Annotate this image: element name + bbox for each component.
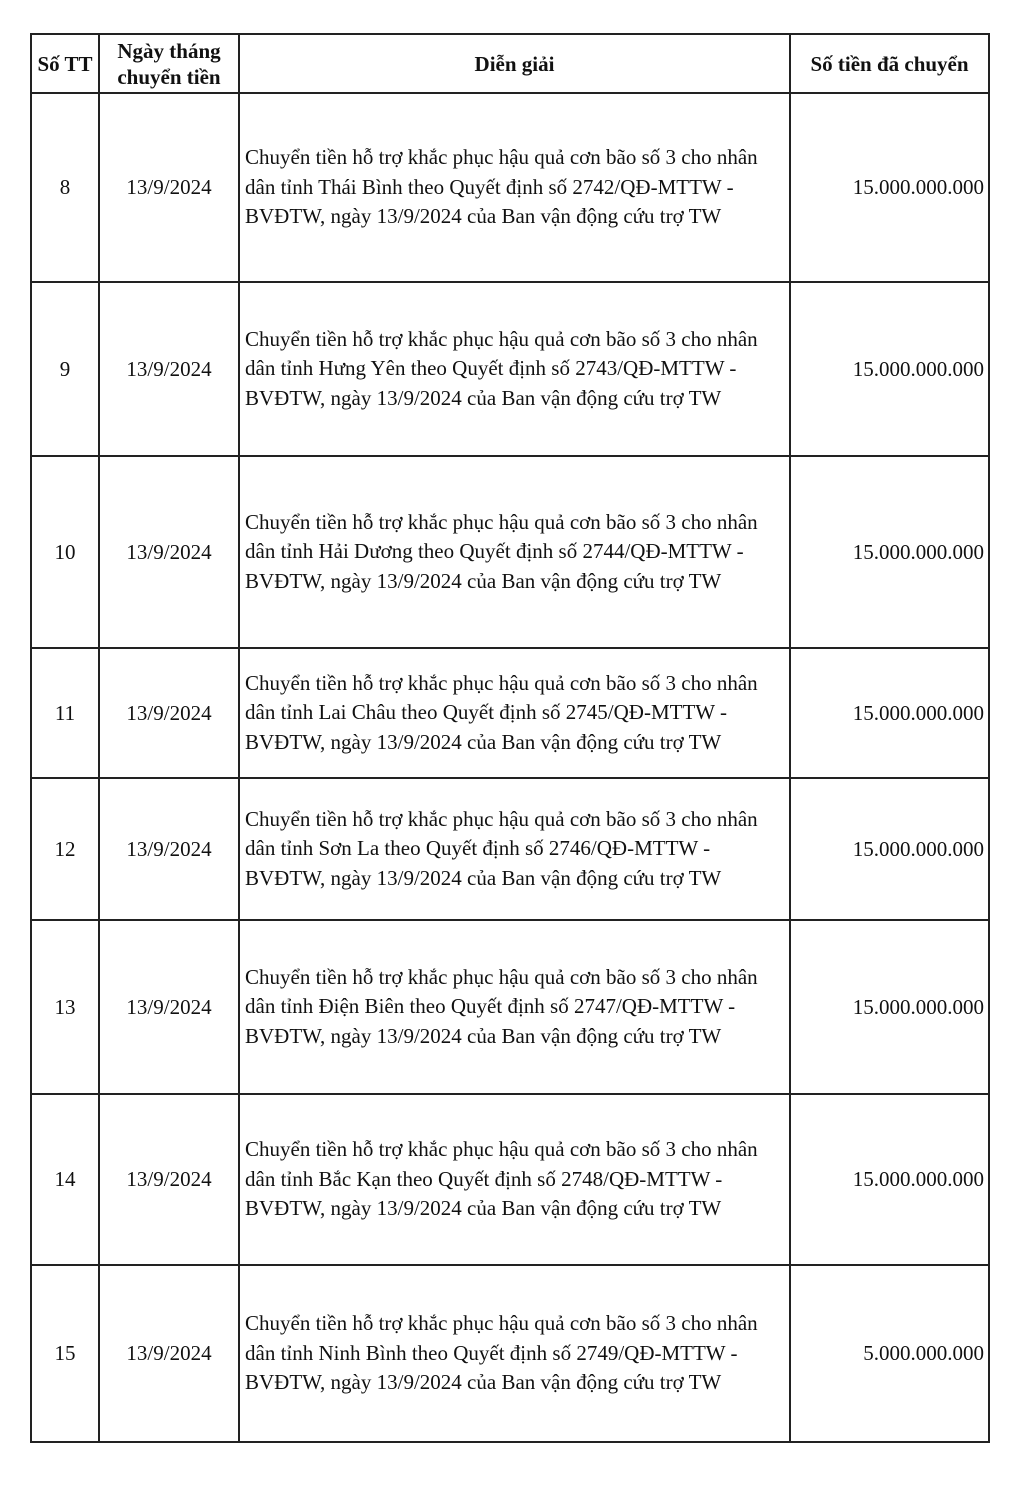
- cell-amount: 15.000.000.000: [790, 648, 989, 778]
- cell-date: 13/9/2024: [99, 1265, 239, 1442]
- transfer-table: [30, 33, 990, 1443]
- cell-amount: 5.000.000.000: [790, 1265, 989, 1442]
- table-row: [31, 282, 989, 456]
- table-row: [31, 1265, 989, 1442]
- cell-desc: Chuyển tiền hỗ trợ khắc phục hậu quả cơn bão số 3 cho nhân dân tỉnh Lai Châu theo Quyết định số 2745/QĐ-MTTW - BVĐTW, ngày 13/9/2024 của Ban vận động cứu trợ TW: [239, 648, 790, 778]
- cell-date: 13/9/2024: [99, 1094, 239, 1265]
- table-row: [31, 648, 989, 778]
- cell-desc: Chuyển tiền hỗ trợ khắc phục hậu quả cơn bão số 3 cho nhân dân tỉnh Điện Biên theo Quyết định số 2747/QĐ-MTTW - BVĐTW, ngày 13/9/2024 của Ban vận động cứu trợ TW: [239, 920, 790, 1094]
- table-row: [31, 456, 989, 648]
- cell-desc: Chuyển tiền hỗ trợ khắc phục hậu quả cơn bão số 3 cho nhân dân tỉnh Thái Bình theo Quyết định số 2742/QĐ-MTTW - BVĐTW, ngày 13/9/2024 của Ban vận động cứu trợ TW: [239, 93, 790, 282]
- cell-date: 13/9/2024: [99, 93, 239, 282]
- cell-desc: Chuyển tiền hỗ trợ khắc phục hậu quả cơn bão số 3 cho nhân dân tỉnh Bắc Kạn theo Quyết định số 2748/QĐ-MTTW - BVĐTW, ngày 13/9/2024 của Ban vận động cứu trợ TW: [239, 1094, 790, 1265]
- cell-stt: 13: [31, 920, 99, 1094]
- cell-amount: 15.000.000.000: [790, 93, 989, 282]
- table-row: [31, 1094, 989, 1265]
- cell-stt: 8: [31, 93, 99, 282]
- header-date-line2: chuyển tiền: [117, 64, 221, 89]
- cell-amount: 15.000.000.000: [790, 282, 989, 456]
- cell-desc: Chuyển tiền hỗ trợ khắc phục hậu quả cơn bão số 3 cho nhân dân tỉnh Ninh Bình theo Quyết định số 2749/QĐ-MTTW - BVĐTW, ngày 13/9/2024 của Ban vận động cứu trợ TW: [239, 1265, 790, 1442]
- table-row: [31, 93, 989, 282]
- header-date-line1: Ngày tháng: [117, 38, 221, 63]
- cell-desc: Chuyển tiền hỗ trợ khắc phục hậu quả cơn bão số 3 cho nhân dân tỉnh Hưng Yên theo Quyết định số 2743/QĐ-MTTW - BVĐTW, ngày 13/9/2024 của Ban vận động cứu trợ TW: [239, 282, 790, 456]
- header-desc: Diễn giải: [239, 34, 790, 93]
- cell-date: 13/9/2024: [99, 920, 239, 1094]
- transfer-table-container: [30, 33, 988, 1443]
- cell-stt: 10: [31, 456, 99, 648]
- cell-stt: 12: [31, 778, 99, 920]
- cell-date: 13/9/2024: [99, 648, 239, 778]
- cell-date: 13/9/2024: [99, 456, 239, 648]
- cell-amount: 15.000.000.000: [790, 1094, 989, 1265]
- cell-stt: 15: [31, 1265, 99, 1442]
- cell-desc: Chuyển tiền hỗ trợ khắc phục hậu quả cơn bão số 3 cho nhân dân tỉnh Hải Dương theo Quyết định số 2744/QĐ-MTTW - BVĐTW, ngày 13/9/2024 của Ban vận động cứu trợ TW: [239, 456, 790, 648]
- table-row: [31, 920, 989, 1094]
- cell-desc: Chuyển tiền hỗ trợ khắc phục hậu quả cơn bão số 3 cho nhân dân tỉnh Sơn La theo Quyết định số 2746/QĐ-MTTW - BVĐTW, ngày 13/9/2024 của Ban vận động cứu trợ TW: [239, 778, 790, 920]
- cell-stt: 11: [31, 648, 99, 778]
- header-amount: Số tiền đã chuyển: [790, 34, 989, 93]
- cell-stt: 9: [31, 282, 99, 456]
- header-stt: Số TT: [31, 34, 99, 93]
- cell-amount: 15.000.000.000: [790, 456, 989, 648]
- header-date: [99, 34, 239, 93]
- cell-amount: 15.000.000.000: [790, 778, 989, 920]
- table-header-row: [31, 34, 989, 93]
- cell-stt: 14: [31, 1094, 99, 1265]
- cell-date: 13/9/2024: [99, 282, 239, 456]
- table-row: [31, 778, 989, 920]
- cell-date: 13/9/2024: [99, 778, 239, 920]
- cell-amount: 15.000.000.000: [790, 920, 989, 1094]
